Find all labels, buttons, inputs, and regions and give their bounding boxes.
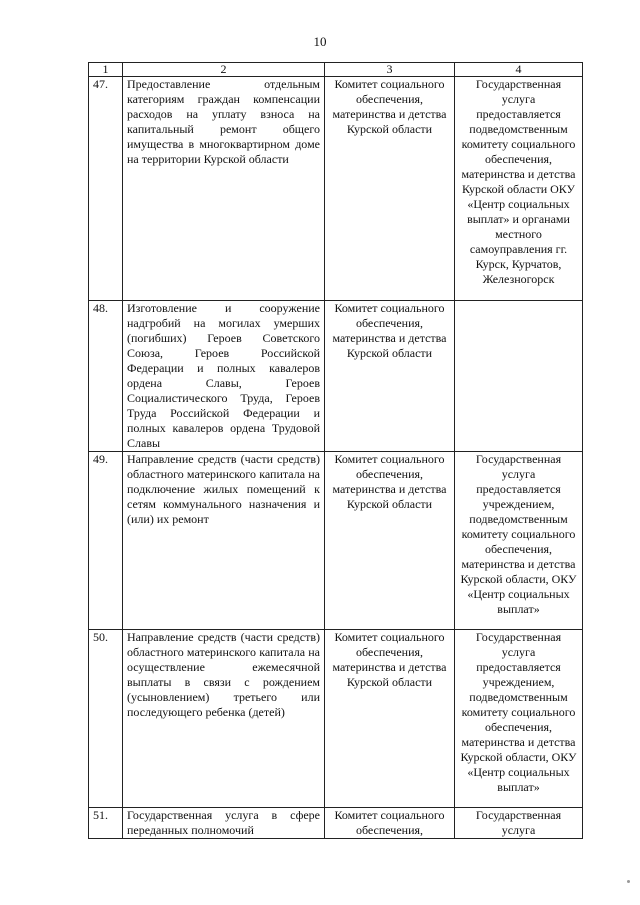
responsible-authority: Комитет социального обеспечения, материнства и детства Курской области <box>325 77 455 301</box>
service-name: Направление средств (части средств) областного материнского капитала на осуществление ежемесячной выплаты в связи с рождением (усыновлением) третьего или последующего ребенка (детей) <box>123 630 325 808</box>
service-provider: Государственная услуга предоставляется учреждением, подведомственным комитету социального обеспечения, материнства и детства Курской области, ОКУ «Центр социальных выплат» <box>455 630 583 808</box>
page-number: 10 <box>313 34 327 49</box>
table-header-row <box>89 63 583 77</box>
service-provider: Государственная услуга предоставляется подведомственным комитету социального обеспечения, материнства и детства Курской области ОКУ «Центр социальных выплат» и органами местного самоуправления гг. Курск, Курчатов, Железногорск <box>455 77 583 301</box>
row-number: 51. <box>89 808 123 839</box>
row-number: 47. <box>89 77 123 301</box>
service-name: Направление средств (части средств) областного материнского капитала на подключение жилых помещений к сетям коммунального назначения и (или) их ремонт <box>123 452 325 630</box>
table-row <box>89 452 583 630</box>
service-provider: Государственная услуга <box>455 808 583 839</box>
services-table <box>88 62 583 839</box>
service-name: Предоставление отдельным категориям граждан компенсации расходов на уплату взноса на капитальный ремонт общего имущества в многоквартирном доме на территории Курской области <box>123 77 325 301</box>
table-row <box>89 808 583 839</box>
table-row <box>89 77 583 301</box>
service-name: Изготовление и сооружение надгробий на могилах умерших (погибших) Героев Советского Союза, Героев Российской Федерации и полных кавалеров ордена Славы, Героев Социалистического Труда, Героев Труда Российской Федерации и полных кавалеров ордена Трудовой Славы <box>123 301 325 452</box>
table-row <box>89 301 583 452</box>
responsible-authority: Комитет социального обеспечения, <box>325 808 455 839</box>
table-row <box>89 630 583 808</box>
responsible-authority: Комитет социального обеспечения, материнства и детства Курской области <box>325 452 455 630</box>
service-name: Государственная услуга в сфере переданных полномочий <box>123 808 325 839</box>
row-number: 50. <box>89 630 123 808</box>
responsible-authority: Комитет социального обеспечения, материнства и детства Курской области <box>325 301 455 452</box>
row-number: 48. <box>89 301 123 452</box>
column-header: 3 <box>325 63 455 77</box>
responsible-authority: Комитет социального обеспечения, материнства и детства Курской области <box>325 630 455 808</box>
row-number: 49. <box>89 452 123 630</box>
column-header: 2 <box>123 63 325 77</box>
column-header: 4 <box>455 63 583 77</box>
scan-mark <box>627 880 630 883</box>
service-provider <box>455 301 583 452</box>
service-provider: Государственная услуга предоставляется учреждением, подведомственным комитету социального обеспечения, материнства и детства Курской области, ОКУ «Центр социальных выплат» <box>455 452 583 630</box>
column-header: 1 <box>89 63 123 77</box>
